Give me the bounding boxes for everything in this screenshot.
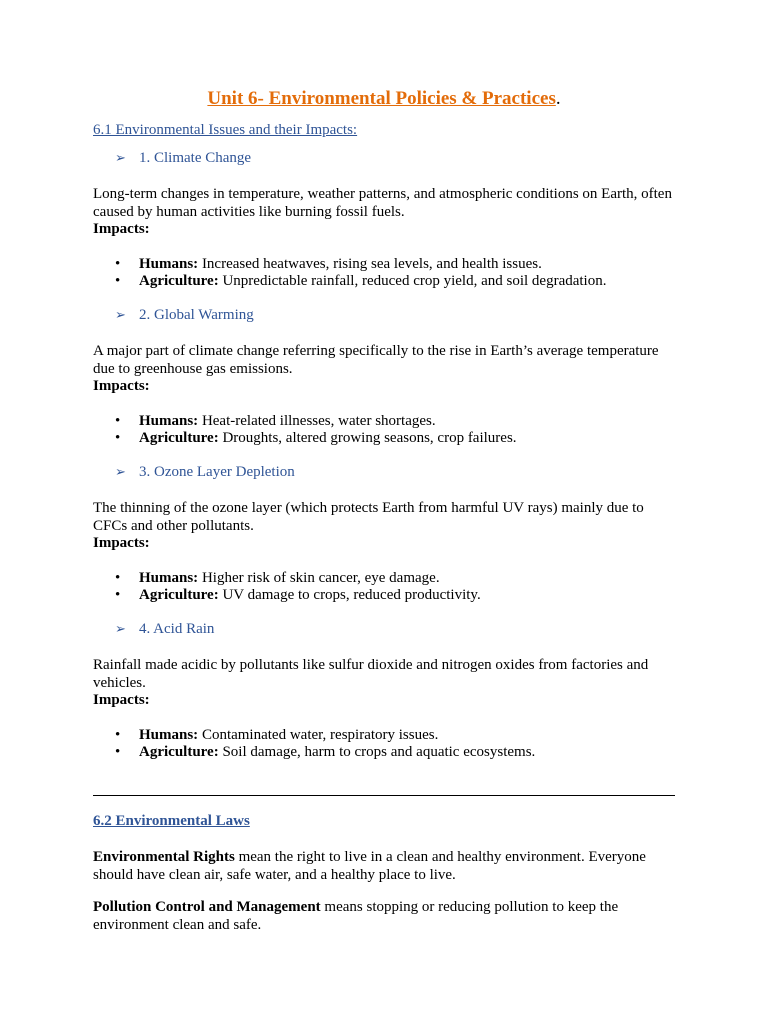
title-dot: . <box>555 88 561 109</box>
impacts-label: Impacts: <box>93 221 150 237</box>
paragraph-environmental-rights <box>93 848 675 884</box>
impact-humans-text: Contaminated water, respiratory issues. <box>198 727 439 743</box>
impact-humans-label: Humans: <box>139 413 199 429</box>
topic-heading-global-warming <box>115 307 254 324</box>
bullet-icon: • <box>115 273 121 289</box>
impact-agriculture-text: UV damage to crops, reduced productivity. <box>218 587 481 603</box>
topic-heading-text: 4. Acid Rain <box>139 621 215 637</box>
topic-description: A major part of climate change referring specifically to the rise in Earth’s average temperature due to greenhouse gas emissions. <box>93 343 659 377</box>
arrow-bullet-icon: ➢ <box>115 621 126 636</box>
impacts-list <box>93 570 675 604</box>
impact-humans-text: Heat-related illnesses, water shortages. <box>198 413 436 429</box>
impact-agriculture-label: Agriculture: <box>139 273 219 289</box>
impact-humans-text: Higher risk of skin cancer, eye damage. <box>198 570 440 586</box>
impact-agriculture-label: Agriculture: <box>139 430 219 446</box>
impact-agriculture-label: Agriculture: <box>139 744 219 760</box>
arrow-bullet-icon: ➢ <box>115 307 126 322</box>
paragraph-pollution-control <box>93 898 675 934</box>
horizontal-divider <box>93 795 675 796</box>
arrow-bullet-icon: ➢ <box>115 464 126 479</box>
impact-humans-label: Humans: <box>139 727 199 743</box>
impacts-label: Impacts: <box>93 535 150 551</box>
impact-humans-text: Increased heatwaves, rising sea levels, and health issues. <box>198 256 542 272</box>
section-heading-6-1: 6.1 Environmental Issues and their Impacts: <box>93 122 358 138</box>
impacts-list <box>93 727 675 761</box>
list-item <box>93 587 675 604</box>
definition-text: means stopping or reducing pollution to keep the environment clean and safe. <box>93 899 619 933</box>
bullet-icon: • <box>115 570 121 586</box>
list-item <box>93 430 675 447</box>
topic-heading-text: 3. Ozone Layer Depletion <box>139 464 295 480</box>
impacts-list <box>93 256 675 290</box>
section-heading-6-2: 6.2 Environmental Laws <box>93 813 250 829</box>
term-environmental-rights: Environmental Rights <box>93 849 235 865</box>
term-pollution-control: Pollution Control and Management <box>93 899 321 915</box>
list-item <box>93 256 675 273</box>
impact-agriculture-text: Soil damage, harm to crops and aquatic ecosystems. <box>218 744 536 760</box>
topic-description: Long-term changes in temperature, weather patterns, and atmospheric conditions on Earth, often caused by human activities like burning fossil fuels. <box>93 186 672 220</box>
topic-heading-ozone-depletion <box>115 464 295 481</box>
list-item <box>93 727 675 744</box>
bullet-icon: • <box>115 430 121 446</box>
page-title <box>93 88 675 110</box>
impact-agriculture-text: Unpredictable rainfall, reduced crop yield, and soil degradation. <box>218 273 607 289</box>
topic-heading-climate-change <box>115 150 251 167</box>
arrow-bullet-icon: ➢ <box>115 150 126 165</box>
topic-heading-acid-rain <box>115 621 214 638</box>
bullet-icon: • <box>115 727 121 743</box>
bullet-icon: • <box>115 744 121 760</box>
topic-heading-text: 2. Global Warming <box>139 307 254 323</box>
topic-description: Rainfall made acidic by pollutants like sulfur dioxide and nitrogen oxides from factories and vehicles. <box>93 657 649 691</box>
list-item <box>93 744 675 761</box>
title-text: Unit 6- Environmental Policies & Practices <box>207 88 556 109</box>
definition-text: mean the right to live in a clean and healthy environment. Everyone should have clean air, safe water, and a healthy place to live. <box>93 849 646 883</box>
impact-humans-label: Humans: <box>139 570 199 586</box>
impacts-label: Impacts: <box>93 692 150 708</box>
list-item <box>93 273 675 290</box>
list-item <box>93 413 675 430</box>
impact-humans-label: Humans: <box>139 256 199 272</box>
impact-agriculture-text: Droughts, altered growing seasons, crop failures. <box>218 430 517 446</box>
impact-agriculture-label: Agriculture: <box>139 587 219 603</box>
impacts-list <box>93 413 675 447</box>
impacts-label: Impacts: <box>93 378 150 394</box>
bullet-icon: • <box>115 256 121 272</box>
list-item <box>93 570 675 587</box>
topic-description: The thinning of the ozone layer (which protects Earth from harmful UV rays) mainly due to CFCs and other pollutants. <box>93 500 644 534</box>
topic-heading-text: 1. Climate Change <box>139 150 252 166</box>
bullet-icon: • <box>115 413 121 429</box>
bullet-icon: • <box>115 587 121 603</box>
